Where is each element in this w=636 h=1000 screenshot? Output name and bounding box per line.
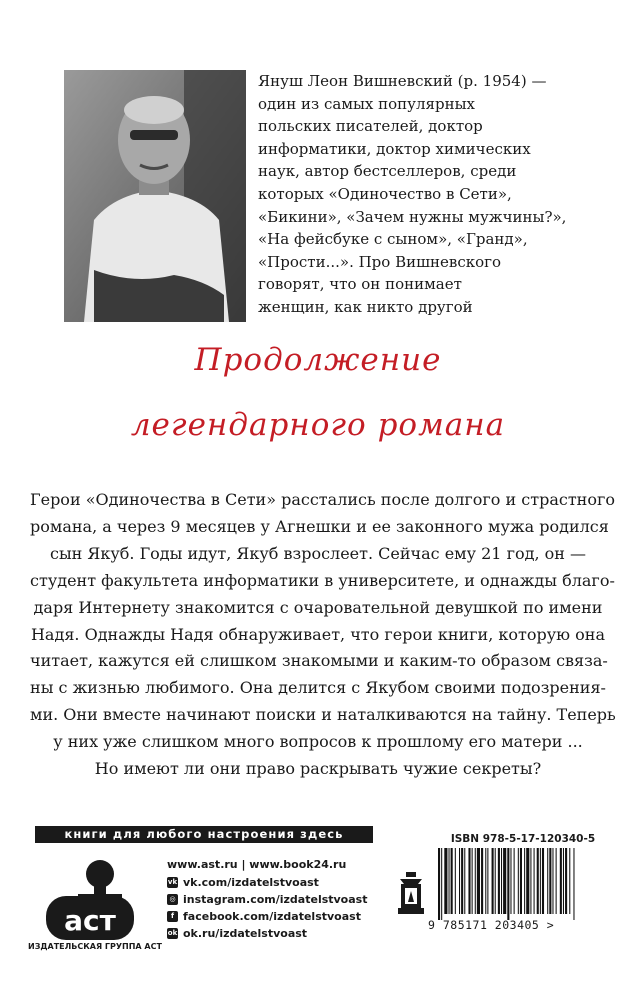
barcode-bar	[556, 848, 557, 914]
barcode-bar	[520, 848, 522, 914]
barcode-bar	[514, 848, 515, 914]
social-link-vk[interactable]	[167, 876, 319, 889]
bio-line: информатики, доктор химических	[258, 139, 531, 158]
barcode-bar	[492, 848, 494, 914]
tagline-line-1: Продолжение	[194, 342, 442, 378]
barcode-bar	[563, 848, 564, 914]
bio-line: «На фейсбуке с сыном», «Гранд»,	[258, 230, 528, 249]
social-link-text: instagram.com/izdatelstvoast	[183, 893, 368, 906]
author-bio	[258, 70, 567, 319]
barcode-bar	[461, 848, 463, 914]
barcode-bar	[507, 848, 509, 920]
barcode-bar	[438, 848, 440, 920]
blurb-line: Но имеют ли они право раскрывать чужие секреты?	[94, 759, 542, 779]
bio-line: «Бикини», «Зачем нужны мужчины?»,	[258, 207, 567, 226]
barcode-digits: 9 785171 203405 >	[428, 918, 555, 932]
barcode-bar	[537, 848, 539, 914]
barcode-bar	[547, 848, 548, 914]
barcode-bar	[495, 848, 496, 914]
blurb-line: читает, кажутся ей слишком знакомыми и каким-то образом связа-	[30, 651, 608, 671]
instagram-icon: ◎	[167, 894, 178, 905]
barcode-bar	[573, 848, 574, 920]
blurb-line: ми. Они вместе начинают поиски и наталкиваются на тайну. Теперь	[30, 705, 616, 725]
barcode-bar	[455, 848, 456, 914]
blurb-line: Надя. Однажды Надя обнаруживает, что герои книги, которую она	[30, 624, 606, 644]
barcode-bar	[524, 848, 525, 914]
bio-line: наук, автор бестселлеров, среди	[258, 162, 517, 181]
logo-text: аст	[64, 904, 116, 937]
lantern-icon	[394, 872, 428, 916]
bio-line: польских писателей, доктор	[258, 117, 483, 136]
barcode-bar	[503, 848, 506, 914]
barcode-bar	[449, 848, 450, 914]
blurb-line: ны с жизнью любимого. Она делится с Якубом своими подозрения-	[30, 678, 606, 698]
barcode-bar	[472, 848, 473, 914]
bio-line: которых «Одиночество в Сети»,	[258, 184, 512, 203]
bio-line: женщин, как никто другой	[258, 297, 473, 316]
bio-line: Януш Леон Вишневский (р. 1954) —	[258, 72, 547, 90]
blurb-line: студент факультета информатики в университете, и однажды благо-	[30, 570, 615, 590]
barcode-bar	[510, 848, 511, 914]
bio-line: один из самых популярных	[258, 94, 475, 113]
social-link-text: vk.com/izdatelstvoast	[183, 876, 319, 889]
barcode-bar	[459, 848, 460, 914]
facebook-icon: f	[167, 911, 178, 922]
tagline-line-2: легендарного романа	[130, 407, 506, 443]
barcode-bar	[485, 848, 486, 914]
ast-logo	[38, 852, 146, 940]
series-banner: книги для любого настроения здесь	[35, 826, 373, 843]
barcode-bar	[441, 848, 442, 920]
barcode	[434, 848, 612, 920]
barcode-bar	[549, 848, 551, 914]
barcode-bar	[444, 848, 447, 914]
bio-line: «Прости...». Про Вишневского	[258, 252, 502, 271]
social-link-instagram[interactable]	[167, 893, 367, 906]
social-link-text: ok.ru/izdatelstvoast	[183, 927, 308, 940]
barcode-bar	[565, 848, 567, 914]
blurb-line: романа, а через 9 месяцев у Агнешки и ее законного мужа родился	[30, 516, 609, 536]
social-link-text: facebook.com/izdatelstvoast	[183, 910, 361, 923]
barcode-bar	[518, 848, 519, 914]
isbn-label: ISBN 978-5-17-120340-5	[450, 833, 596, 845]
barcode-bar	[542, 848, 544, 914]
barcode-bar	[498, 848, 500, 914]
blurb-line: Герои «Одиночества в Сети» расстались после долгого и страстного	[30, 490, 615, 509]
barcode-bar	[477, 848, 480, 914]
barcode-bar	[560, 848, 562, 914]
vk-icon: vk	[167, 878, 178, 886]
barcode-bar	[526, 848, 529, 914]
blurb-line: у них уже слишком много вопросов к прошлому его матери ...	[53, 732, 583, 752]
author-photo	[64, 70, 246, 322]
book-blurb	[30, 487, 616, 783]
bio-line: говорят, что он понимает	[258, 275, 462, 294]
barcode-bar	[468, 848, 470, 914]
publisher-caption: ИЗДАТЕЛЬСКАЯ ГРУППА АСТ	[28, 942, 162, 951]
blurb-line: даря Интернету знакомится с очаровательной девушкой по имени	[33, 597, 603, 617]
social-link-facebook[interactable]	[167, 910, 361, 923]
barcode-bar	[552, 848, 553, 914]
odnoklassniki-icon: ok	[167, 929, 178, 937]
barcode-bar	[540, 848, 541, 914]
barcode-bar	[481, 848, 483, 914]
barcode-bar	[475, 848, 476, 914]
barcode-bar	[487, 848, 488, 914]
barcode-bar	[530, 848, 531, 914]
barcode-bar	[451, 848, 453, 914]
barcode-bar	[501, 848, 502, 914]
barcode-bar	[569, 848, 570, 914]
barcode-bar	[534, 848, 535, 914]
websites-link[interactable]: www.ast.ru | www.book24.ru	[167, 858, 347, 871]
barcode-bar	[464, 848, 465, 914]
social-link-ok[interactable]	[167, 927, 307, 940]
blurb-line: сын Якуб. Годы идут, Якуб взрослеет. Сейчас ему 21 год, он —	[49, 543, 586, 563]
